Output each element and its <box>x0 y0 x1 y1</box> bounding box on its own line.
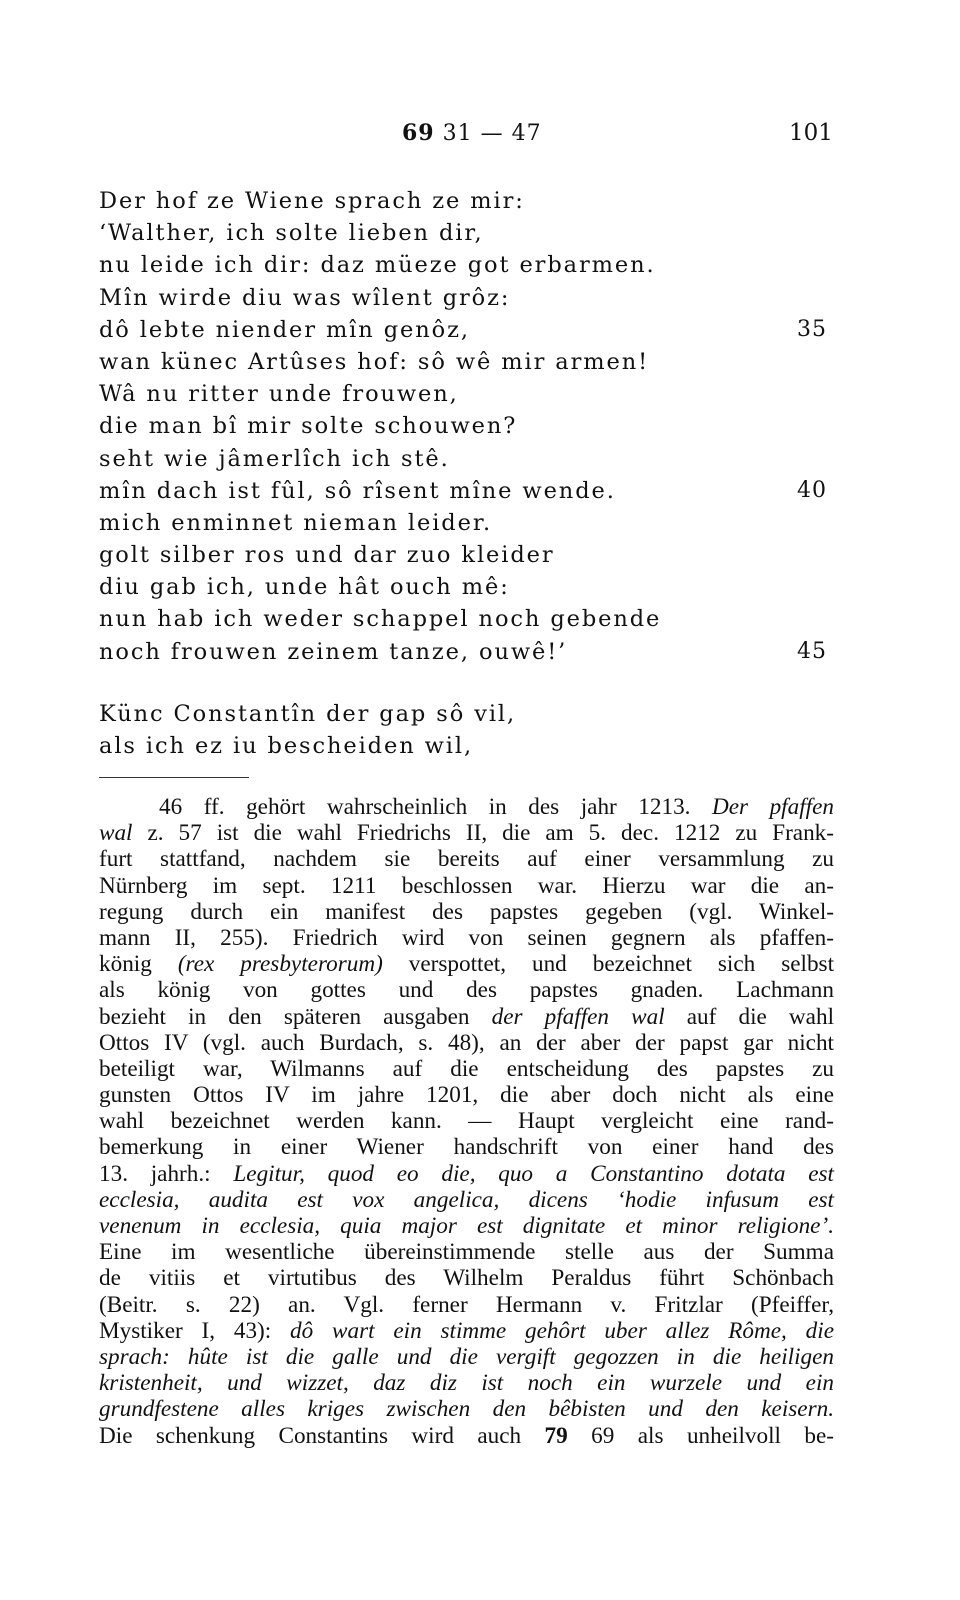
footnote-line: regung durch ein manifest des papstes gegeben (vgl. Winkel- <box>99 898 834 925</box>
footnote-quote: wal <box>99 820 133 847</box>
footnote-line: wahl bezeichnet werden kann. — Haupt vergleicht eine rand- <box>99 1108 834 1135</box>
verse-line <box>99 698 839 730</box>
verse-line <box>99 346 839 378</box>
footnote-line <box>99 794 834 820</box>
line-number: 45 <box>797 638 827 664</box>
verse-text: die man bî mir solte schouwen? <box>99 413 518 440</box>
verse-line <box>99 249 839 281</box>
verse-text: diu gab ich, unde hât ouch mê: <box>99 574 510 601</box>
footnote-line <box>99 820 834 846</box>
stanza-2 <box>99 698 839 762</box>
line-number: 40 <box>797 477 827 503</box>
footnote-quote: grundfestene alles kriges zwischen den bêbisten und den keisern. <box>99 1396 834 1423</box>
verse-line <box>99 603 839 635</box>
verse-line <box>99 475 839 507</box>
verse-text: dô lebte niender mîn genôz, <box>99 316 470 343</box>
verse-line <box>99 410 839 442</box>
header-reference-bold: 69 <box>402 120 435 146</box>
footnote-quote: kristenheit, und wizzet, daz diz ist noch ein wurzele und ein <box>99 1370 834 1397</box>
footnote-quote: venenum in ecclesia, quia major est dignitate et minor religione’. <box>99 1213 834 1239</box>
verse-text: mich enminnet nieman leider. <box>99 509 493 536</box>
verse-text: nu leide ich dir: daz müeze got erbarmen. <box>99 252 656 279</box>
verse-line <box>99 282 839 314</box>
verse-text: Künc Constantîn der gap sô vil, <box>99 700 517 727</box>
verse-text: ‘Walther, ich solte lieben dir, <box>99 220 484 247</box>
footnote-text: 13. jahrh.: <box>99 1160 211 1187</box>
verse-text: nun hab ich weder schappel noch gebende <box>99 606 662 633</box>
verse-line <box>99 378 839 410</box>
verse-line <box>99 443 839 475</box>
verse-line <box>99 730 839 762</box>
footnote-line <box>99 1344 834 1370</box>
verse-line <box>99 185 839 217</box>
footnote-line <box>99 1187 834 1213</box>
verse-text: noch frouwen zeinem tanze, ouwê!’ <box>99 638 568 665</box>
footnote-text: könig <box>99 951 152 978</box>
footnote-quote: Der pfaffen <box>712 794 834 820</box>
footnote-line <box>99 1318 834 1344</box>
footnote-line <box>99 1396 834 1422</box>
footnote-quote: der pfaffen wal <box>491 1003 665 1030</box>
footnote-line <box>99 1370 834 1396</box>
footnote-line <box>99 1213 834 1239</box>
verse-text: Der hof ze Wiene sprach ze mir: <box>99 188 525 214</box>
footnote-line <box>99 951 834 977</box>
footnote-line: Nürnberg im sept. 1211 beschlossen war. Hierzu war die an- <box>99 872 834 899</box>
verse-line <box>99 571 839 603</box>
footnote-line <box>99 1423 834 1449</box>
header-reference <box>402 120 542 146</box>
verse-line <box>99 539 839 571</box>
stanza-1 <box>99 185 839 668</box>
footnote-text: z. 57 ist die wahl Friedrichs II, die am 5. dec. 1212 zu Frank- <box>147 820 834 847</box>
verse-line <box>99 636 839 668</box>
footnote-line: als könig von gottes und des papstes gnaden. Lachmann <box>99 977 834 1004</box>
footnote-text: verspottet, und bezeichnet sich selbst <box>408 951 835 978</box>
footnote-divider <box>99 777 249 778</box>
footnote-line: Eine im wesentliche übereinstimmende stelle aus der Summa <box>99 1239 834 1266</box>
footnote-line: Ottos IV (vgl. auch Burdach, s. 48), an der aber der papst gar nicht <box>99 1029 834 1056</box>
footnote-quote: dô wart ein stimme gehôrt uber allez Rôme, die <box>290 1317 834 1344</box>
line-number: 35 <box>797 316 827 342</box>
verse-text: als ich ez iu bescheiden wil, <box>99 733 474 759</box>
footnote-quote: Legitur, quod eo die, quo a Constantino dotata est <box>233 1160 835 1187</box>
verse-line <box>99 217 839 249</box>
footnote-line: furt stattfand, nachdem sie bereits auf einer versammlung zu <box>99 846 834 873</box>
verse-text: mîn dach ist fûl, sô rîsent mîne wende. <box>99 477 616 504</box>
footnote-line: bemerkung in einer Wiener handschrift von einer hand des <box>99 1134 834 1161</box>
verse-text: Mîn wirde diu was wîlent grôz: <box>99 284 511 311</box>
verse-text: wan künec Artûses hof: sô wê mir armen! <box>99 348 650 375</box>
poem-text <box>99 185 839 762</box>
footnote-line: mann II, 255). Friedrich wird von seinen gegnern als pfaffen- <box>99 924 834 951</box>
footnote-line <box>99 1161 834 1187</box>
verse-text: golt silber ros und dar zuo kleider <box>99 542 555 569</box>
footnote-line: beteiligt war, Wilmanns auf die entscheidung des papstes zu <box>99 1055 834 1082</box>
footnote <box>99 794 834 1449</box>
footnote-line: gunsten Ottos IV im jahre 1201, die aber doch nicht als eine <box>99 1082 834 1109</box>
footnote-line: (Beitr. s. 22) an. Vgl. ferner Hermann v. Fritzlar (Pfeiffer, <box>99 1291 834 1318</box>
verse-text: seht wie jâmerlîch ich stê. <box>99 445 450 472</box>
footnote-text: 46 ff. gehört wahrscheinlich in des jahr 1213. <box>159 794 691 820</box>
footnote-quote: (rex presbyterorum) <box>177 951 383 978</box>
running-header <box>0 120 960 152</box>
footnote-text: Die schenkung Constantins wird auch <box>99 1422 522 1449</box>
footnote-quote: ecclesia, audita est vox angelica, dicens ‘hodie infusum est <box>99 1186 834 1213</box>
verse-text: Wâ nu ritter unde frouwen, <box>99 381 459 408</box>
verse-line <box>99 507 839 539</box>
footnote-text: Mystiker I, 43): <box>99 1317 272 1344</box>
header-reference-range: 31 — 47 <box>442 121 542 146</box>
verse-line <box>99 314 839 346</box>
footnote-text: 69 als unheilvoll be- <box>591 1422 834 1449</box>
page-number: 101 <box>789 120 833 146</box>
footnote-quote: sprach: hûte ist die galle und die vergift gegozzen in die heiligen <box>99 1343 834 1370</box>
footnote-line: de vitiis et virtutibus des Wilhelm Peraldus führt Schönbach <box>99 1265 834 1292</box>
footnote-line <box>99 1004 834 1030</box>
footnote-bold-ref: 79 <box>544 1422 568 1449</box>
footnote-text: bezieht in den späteren ausgaben <box>99 1003 470 1030</box>
footnote-text: auf die wahl <box>686 1003 835 1030</box>
stanza-gap <box>99 668 839 698</box>
